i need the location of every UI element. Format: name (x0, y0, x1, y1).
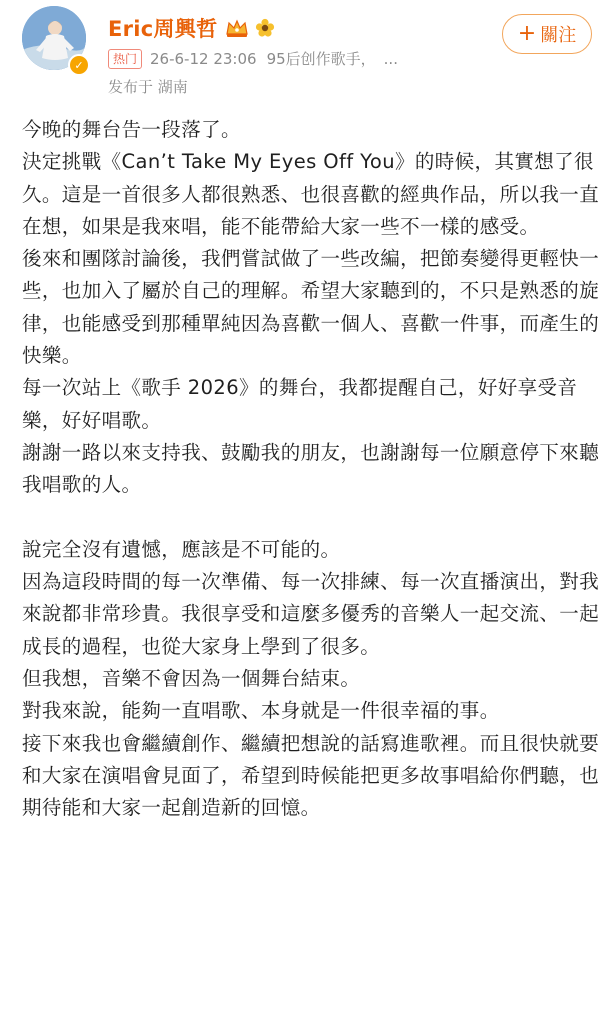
paragraph: 每一次站上《歌手 2026》的舞台，我都提醒自己，好好享受音樂，好好唱歌。 (22, 376, 578, 432)
meta-row (108, 48, 398, 69)
name-row (108, 13, 275, 43)
paragraph-gap (22, 502, 602, 534)
paragraph: 但我想，音樂不會因為一個舞台結束。 (22, 667, 361, 691)
crown-icon (225, 18, 249, 38)
paragraph: 因為這段時間的每一次準備、每一次排練、每一次直播演出，對我來說都非常珍貴。我很享受和這麼多優秀的音樂人一起交流、一起成長的過程，也從大家身上學到了很多。 (22, 570, 600, 658)
hot-badge: 热门 (108, 49, 142, 69)
post-timestamp: 26-6-12 23:06 (150, 49, 257, 68)
username[interactable]: Eric周興哲 (108, 17, 218, 41)
author-bio: 95后创作歌手， (266, 50, 376, 68)
post-header (0, 0, 614, 108)
plus-icon: + (517, 21, 537, 46)
follow-button[interactable] (502, 14, 592, 54)
post-body (22, 114, 602, 825)
paragraph: 決定挑戰《Can’t Take My Eyes Off You》的時候，其實想了很久。這是一首很多人都很熟悉、也很喜歡的經典作品，所以我一直在想，如果是我來唱，能不能帶給大家一些不一樣的感受。 (22, 150, 600, 238)
flower-badge-icon (255, 18, 275, 38)
paragraph: 後來和團隊討論後，我們嘗試做了一些改編，把節奏變得更輕快一些，也加入了屬於自己的理解。希望大家聽到的，不只是熟悉的旋律，也能感受到那種單純因為喜歡一個人、喜歡一件事，而產生的快樂。 (22, 247, 600, 368)
paragraph: 今晚的舞台告一段落了。 (22, 118, 241, 141)
verified-badge-icon: ✓ (68, 54, 90, 76)
paragraph: 謝謝一路以來支持我、鼓勵我的朋友，也謝謝每一位願意停下來聽我唱歌的人。 (22, 440, 600, 497)
follow-label: 關注 (540, 25, 577, 46)
paragraph: 說完全沒有遺憾，應該是不可能的。 (22, 537, 341, 561)
paragraph: 接下來我也會繼續創作、繼續把想說的話寫進歌裡。而且很快就要和大家在演唱會見面了，希望到時候能把更多故事唱給你們聽，也期待能和大家一起創造新的回憶。 (22, 731, 600, 820)
bio-ellipsis: ... (383, 49, 398, 68)
paragraph: 對我來說，能夠一直唱歌、本身就是一件很幸福的事。 (22, 699, 500, 723)
post-location: 发布于 湖南 (108, 78, 188, 96)
